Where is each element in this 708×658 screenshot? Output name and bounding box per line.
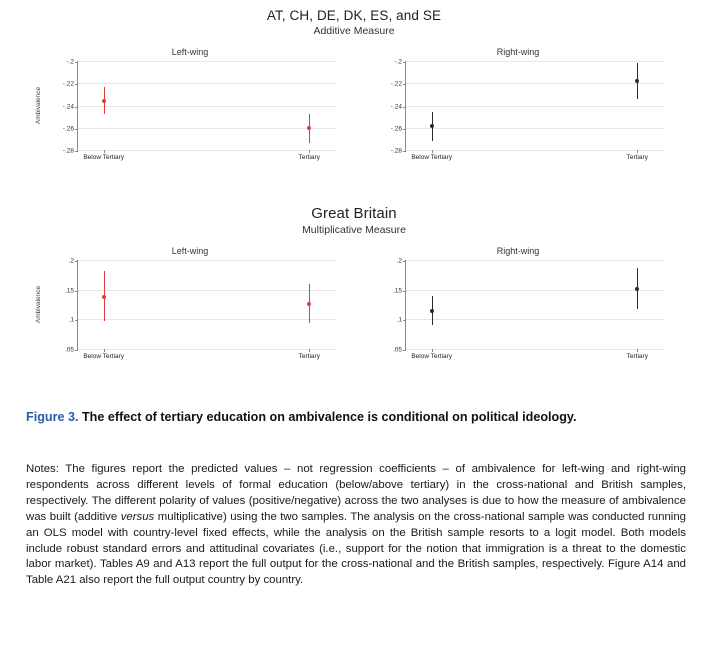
estimate-point — [102, 295, 106, 299]
notes-part-2: multiplicative) using the two samples. The analysis on the cross-national sample was conducted running an OLS model with country-level fixed effects, while the analysis on the British sample resorts to a logit model. Both models include robust standard errors and attitudinal covariates (i.e., support for the notion that immigration is a threat to the domestic labor market). Tables A9 and A13 report the full output for the cross-national and the British samples, respectively. Figure A14 and Table A21 also report the full output country by country. — [26, 510, 687, 587]
gridline — [64, 287, 335, 295]
y-tick-label: .2 — [68, 257, 74, 265]
panel-title: Left-wing — [171, 47, 209, 57]
panel-title: Right-wing — [496, 246, 540, 256]
y-tick-label: .15 — [64, 287, 74, 295]
x-tick-label: Tertiary — [298, 353, 320, 360]
estimate-point — [430, 309, 434, 313]
plot-canvas — [392, 257, 663, 360]
notes-italic-versus: versus — [120, 510, 155, 523]
y-tick-label: -.28 — [390, 147, 402, 155]
gridline — [62, 125, 335, 133]
gridline — [392, 287, 663, 295]
panel-right-wing-multiplicative — [359, 244, 677, 366]
figure-notes — [26, 462, 686, 589]
y-tick-label: -.24 — [62, 103, 74, 110]
figure-1-title: AT, CH, DE, DK, ES, and SE — [266, 8, 442, 23]
plot-area — [359, 59, 677, 167]
x-tick-label: Tertiary — [626, 353, 648, 360]
gridline — [392, 346, 663, 354]
gridline — [390, 147, 663, 155]
figure-2-title: Great Britain — [311, 205, 397, 222]
panel-left-wing-additive — [31, 45, 349, 167]
y-tick-label: .2 — [396, 257, 402, 265]
gridline — [66, 58, 335, 66]
gridline — [62, 103, 335, 110]
panel-title: Left-wing — [171, 246, 209, 256]
x-tick-label: Below Tertiary — [83, 353, 125, 360]
figure-caption — [26, 409, 686, 426]
x-tick-mark — [432, 150, 433, 153]
panel-left-wing-multiplicative — [31, 244, 349, 366]
gridline — [62, 80, 335, 88]
gridline — [68, 257, 335, 265]
x-tick-mark — [309, 349, 310, 352]
y-tick-label: .15 — [392, 287, 402, 295]
y-tick-label: -.2 — [66, 58, 74, 66]
y-tick-label: -.22 — [390, 80, 402, 88]
x-tick-mark — [637, 349, 638, 352]
gridline — [396, 316, 663, 324]
gridline — [68, 316, 335, 324]
figure-caption-text: The effect of tertiary education on ambivalence is conditional on political ideology. — [78, 410, 577, 424]
y-tick-label: -.26 — [62, 125, 74, 133]
figure-panel-cross-national — [0, 8, 708, 167]
y-tick-label: -.28 — [62, 147, 74, 155]
gridline — [390, 80, 663, 88]
plot-area — [359, 258, 677, 366]
y-tick-label: .1 — [396, 316, 402, 324]
x-tick-mark — [104, 349, 105, 352]
plot-canvas — [62, 58, 335, 161]
gridline — [64, 346, 335, 354]
x-tick-label: Tertiary — [626, 154, 648, 161]
y-tick-label: .05 — [392, 346, 402, 354]
x-tick-mark — [309, 150, 310, 153]
x-tick-label: Below Tertiary — [411, 353, 453, 360]
x-tick-label: Tertiary — [298, 154, 320, 161]
y-axis-label: Ambivalence — [35, 285, 43, 323]
y-tick-label: -.26 — [390, 125, 402, 133]
x-tick-mark — [432, 349, 433, 352]
estimate-point — [102, 99, 106, 103]
figure-1-panels — [0, 45, 708, 167]
y-tick-label: .05 — [64, 346, 74, 354]
notes-part-1: Notes: The figures report the predicted values – not regression coefficients – of ambivalence for left-wing and right-wing respondents across different levels of formal education (below/above tertiary) in the cross-national and British samples, respectively. The different polarity of values (positive/negative) across the two analyses is due to how the measure of ambivalence was built (additive — [26, 463, 686, 523]
estimate-point — [307, 302, 311, 306]
estimate-point — [430, 124, 434, 128]
figure-1-subtitle: Additive Measure — [313, 25, 395, 37]
figure-2-panels — [0, 244, 708, 366]
gridline — [390, 125, 663, 133]
figure-2-subtitle: Multiplicative Measure — [302, 224, 406, 236]
x-tick-label: Below Tertiary — [83, 154, 125, 161]
y-tick-label: -.2 — [394, 58, 402, 66]
x-tick-mark — [104, 150, 105, 153]
gridline — [394, 58, 663, 66]
figure-panel-great-britain — [0, 205, 708, 366]
estimate-point — [635, 79, 639, 83]
panel-title: Right-wing — [496, 47, 540, 57]
gridline — [390, 103, 663, 110]
y-tick-label: -.24 — [390, 103, 402, 110]
figure-caption-label: Figure 3. — [26, 410, 79, 424]
gridline — [396, 257, 663, 265]
gridline — [62, 147, 335, 155]
panel-right-wing-additive — [359, 45, 677, 167]
plot-canvas — [64, 257, 335, 360]
y-axis-label: Ambivalence — [35, 86, 43, 124]
x-tick-mark — [637, 150, 638, 153]
estimate-point — [307, 126, 311, 130]
y-tick-label: .1 — [68, 316, 74, 324]
x-tick-label: Below Tertiary — [411, 154, 453, 161]
y-tick-label: -.22 — [62, 80, 74, 88]
plot-area — [31, 59, 349, 167]
estimate-point — [635, 287, 639, 291]
plot-canvas — [390, 58, 663, 161]
plot-area — [31, 258, 349, 366]
